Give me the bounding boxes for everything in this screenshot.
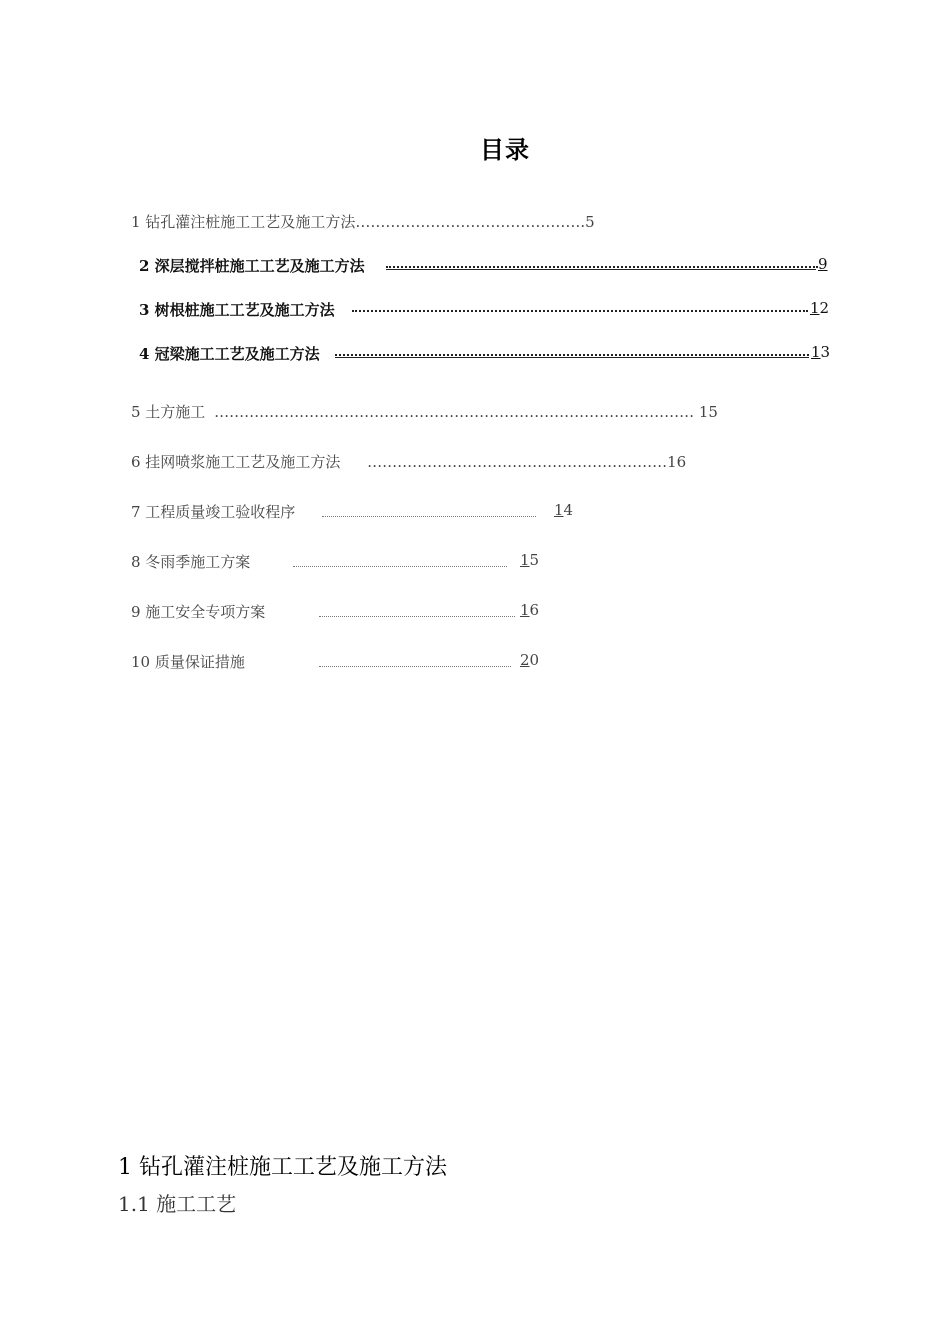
toc-entry-page: 13 bbox=[811, 343, 831, 361]
toc-entry-page: 14 bbox=[554, 501, 574, 519]
toc-entry-page: 9 bbox=[818, 255, 828, 273]
toc-entry-page: 15 bbox=[520, 551, 540, 569]
toc-entry[interactable] bbox=[131, 601, 591, 623]
toc-entry[interactable] bbox=[139, 255, 829, 277]
toc-entry-page: 12 bbox=[810, 299, 830, 317]
toc-leader-dots bbox=[335, 354, 809, 356]
toc-leader-line bbox=[322, 516, 536, 517]
toc-entry-label: 8 冬雨季施工方案 bbox=[131, 553, 251, 571]
toc-entry-label: 9 施工安全专项方案 bbox=[131, 603, 266, 621]
toc-leader-line bbox=[335, 357, 809, 358]
toc-leader-line bbox=[386, 269, 816, 270]
toc-leader-line bbox=[319, 666, 511, 667]
toc-entry-label: 7 工程质量竣工验收程序 bbox=[131, 503, 296, 521]
toc-entry-page: 16 bbox=[667, 453, 687, 471]
section-heading: 1 钻孔灌注桩施工工艺及施工方法 bbox=[118, 1155, 447, 1180]
toc-entry-page: .5 bbox=[580, 213, 595, 231]
toc-leader-dots bbox=[352, 310, 808, 312]
toc-title: 目录 bbox=[480, 135, 530, 164]
toc-entry-leader: …………………………………………………………………………………… bbox=[214, 403, 695, 421]
toc-entry[interactable] bbox=[131, 551, 591, 573]
toc-entry-leader: …………………………………………………… bbox=[367, 453, 668, 471]
toc-entry[interactable] bbox=[131, 211, 595, 232]
subsection-heading: 1.1 施工工艺 bbox=[118, 1192, 237, 1216]
toc-entry-leader: ……………………………………… bbox=[355, 213, 581, 231]
toc-entry-label: 6 挂网喷浆施工工艺及施工方法 bbox=[131, 453, 341, 471]
toc-entry[interactable] bbox=[139, 343, 829, 365]
toc-entry-label: 10 质量保证措施 bbox=[131, 653, 245, 671]
toc-entry[interactable] bbox=[131, 401, 718, 422]
toc-leader-line bbox=[293, 566, 507, 567]
toc-entry[interactable] bbox=[131, 451, 686, 472]
toc-entry-label: 1 钻孔灌注桩施工工艺及施工方法 bbox=[131, 213, 356, 231]
toc-entry-page: 20 bbox=[520, 651, 540, 669]
toc-entry-page: 16 bbox=[520, 601, 540, 619]
toc-entry-label: 4 冠梁施工工艺及施工方法 bbox=[139, 345, 320, 363]
toc-leader-line bbox=[319, 616, 515, 617]
toc-entry[interactable] bbox=[131, 501, 591, 523]
toc-entry[interactable] bbox=[139, 299, 829, 321]
toc-entry[interactable] bbox=[131, 651, 591, 673]
toc-entry-label: 3 树根桩施工工艺及施工方法 bbox=[139, 301, 335, 319]
toc-entry-page: 15 bbox=[698, 403, 718, 421]
toc-entry-label: 5 土方施工 bbox=[131, 403, 206, 421]
toc-entry-label: 2 深层搅拌桩施工工艺及施工方法 bbox=[139, 257, 365, 275]
toc-leader-dots bbox=[386, 266, 818, 268]
